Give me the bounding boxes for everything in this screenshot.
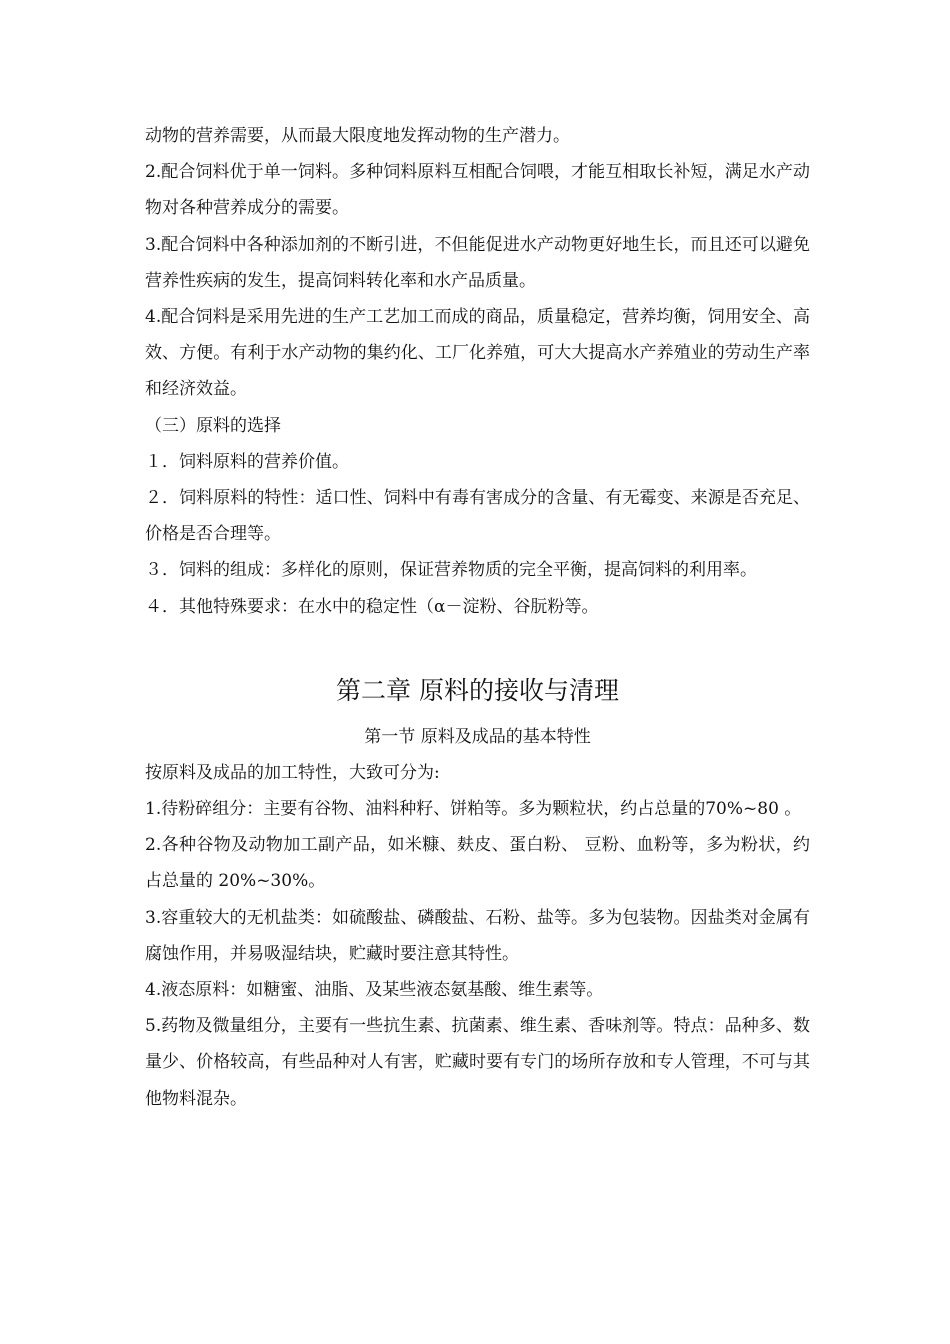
paragraph-continuation: 动物的营养需要，从而最大限度地发挥动物的生产潜力。 xyxy=(145,126,570,146)
selection-item-2: ２．饲料原料的特性：适口性、饲料中有毒有害成分的含量、有无霉变、来源是否充足、价格是否合理等。 xyxy=(145,488,810,545)
section-lead: 按原料及成品的加工特性，大致可分为: xyxy=(145,762,440,783)
category-item-4: 4.液态原料：如糖蜜、油脂、及某些液态氨基酸、维生素等。 xyxy=(145,980,604,1001)
section-title: 第一节 原料及成品的基本特性 xyxy=(364,726,591,747)
paragraph-point-2: 2.配合饲料优于单一饲料。多种饲料原料互相配合饲喂，才能互相取长补短，满足水产动物对各种营养成分的需要。 xyxy=(145,162,810,219)
paragraph-point-4: 4.配合饲料是采用先进的生产工艺加工而成的商品，质量稳定，营养均衡，饲用安全、高效、方便。有利于水产动物的集约化、工厂化养殖，可大大提高水产养殖业的劳动生产率和经济效益。 xyxy=(145,307,810,400)
selection-item-4: ４．其他特殊要求：在水中的稳定性（α－淀粉、谷朊粉等。 xyxy=(145,596,599,617)
category-item-3: 3.容重较大的无机盐类：如硫酸盐、磷酸盐、石粉、盐等。多为包装物。因盐类对金属有腐蚀作用，并易吸湿结块，贮藏时要注意其特性。 xyxy=(145,907,810,964)
category-item-1: 1.待粉碎组分：主要有谷物、油料种籽、饼粕等。多为颗粒状，约占总量的70%~80 。 xyxy=(145,799,802,820)
paragraph-point-3: 3.配合饲料中各种添加剂的不断引进，不但能促进水产动物更好地生长，而且还可以避免营养性疾病的发生，提高饲料转化率和水产品质量。 xyxy=(145,234,810,291)
category-item-5: 5.药物及微量组分，主要有一些抗生素、抗菌素、维生素、香味剂等。特点：品种多、数量少、价格较高，有些品种对人有害，贮藏时要有专门的场所存放和专人管理，不可与其他物料混杂。 xyxy=(145,1016,810,1109)
category-item-2: 2.各种谷物及动物加工副产品，如米糠、麸皮、蛋白粉、 豆粉、血粉等，多为粉状，约占总量的 20%~30%。 xyxy=(145,835,810,892)
selection-item-3: ３．饲料的组成：多样化的原则，保证营养物质的完全平衡，提高饲料的利用率。 xyxy=(145,560,757,581)
document-page xyxy=(145,118,810,1117)
chapter-title: 第二章 原料的接收与清理 xyxy=(336,675,619,705)
selection-item-1: １．饲料原料的营养价值。 xyxy=(145,451,349,472)
subsection-heading: （三）原料的选择 xyxy=(145,415,281,436)
